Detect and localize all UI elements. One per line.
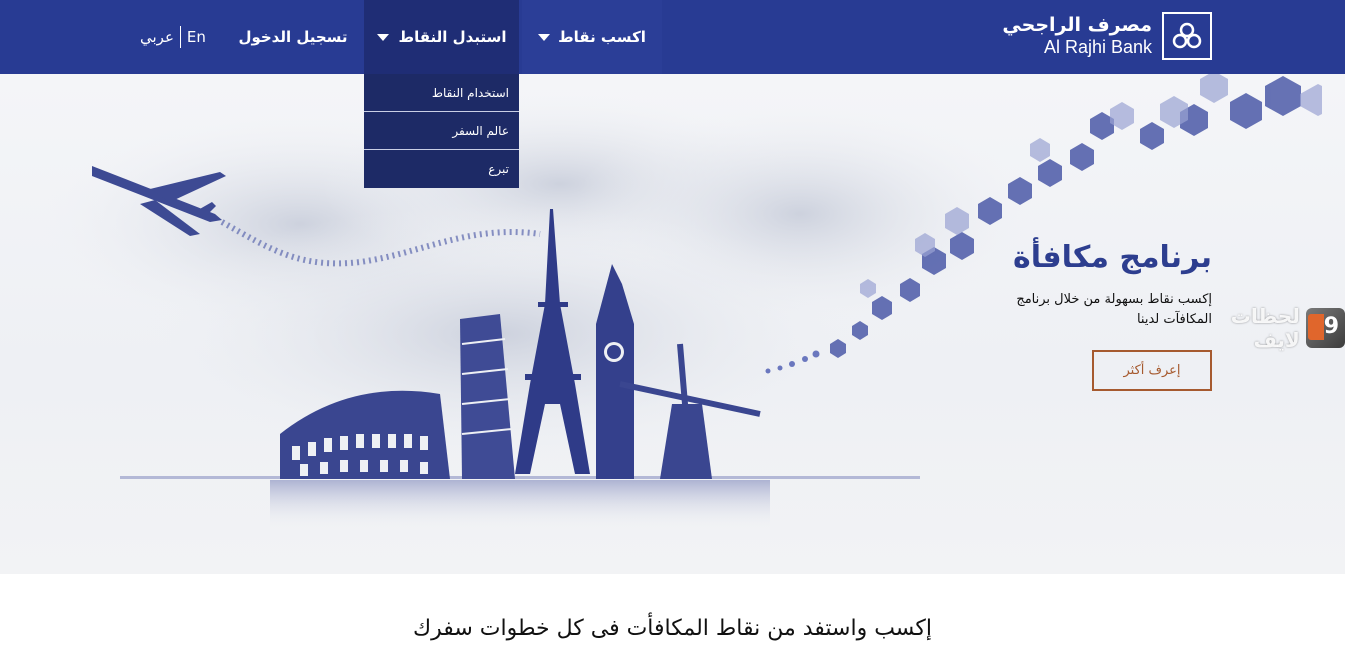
watermark-digit: 9 — [1323, 314, 1339, 339]
travel-rewards-tagline: إكسب واستفد من نقاط المكافأت فى كل خطوات سفرك — [412, 616, 933, 641]
bank-logo-text — [1002, 14, 1152, 58]
dropdown-item-donate[interactable]: تبرع — [488, 162, 509, 176]
lang-english-link[interactable]: En — [186, 28, 206, 46]
nav-login[interactable] — [228, 0, 358, 74]
top-navigation-bar — [0, 0, 1345, 74]
bank-name-arabic: مصرف الراجحي — [1002, 14, 1152, 36]
nav-earn-points[interactable] — [522, 0, 662, 74]
chevron-down-icon — [377, 34, 389, 41]
site-watermark — [1180, 304, 1345, 352]
nav-login-label: تسجيل الدخول — [238, 28, 348, 46]
language-switcher — [140, 26, 206, 48]
redeem-points-dropdown — [364, 74, 519, 188]
lang-arabic-link[interactable]: عربي — [140, 28, 174, 46]
rewards-program-description: إكسب نقاط بسهولة من خلال برنامج المكافآت لدينا — [1016, 292, 1212, 327]
rewards-program-title: برنامج مكافأة — [1013, 240, 1212, 275]
watermark-text: لحظات لايف — [1230, 304, 1300, 352]
nav-redeem-points[interactable] — [364, 0, 519, 74]
learn-more-button[interactable]: إعرف أكثر — [1092, 350, 1212, 391]
lang-divider — [180, 26, 181, 48]
dropdown-item-travel-world[interactable]: عالم السفر — [364, 112, 519, 150]
bank-name-english: Al Rajhi Bank — [1043, 37, 1152, 57]
bank-logo-icon — [1162, 12, 1212, 60]
nav-redeem-points-label: استبدل النقاط — [398, 28, 507, 46]
watermark-logo-icon — [1306, 308, 1345, 348]
bank-logo[interactable] — [1002, 12, 1212, 60]
chevron-down-icon — [538, 34, 550, 41]
dropdown-item-use-points[interactable]: استخدام النقاط — [364, 74, 519, 112]
hero-banner — [0, 74, 1345, 574]
nav-earn-points-label: اكسب نقاط — [558, 28, 646, 46]
